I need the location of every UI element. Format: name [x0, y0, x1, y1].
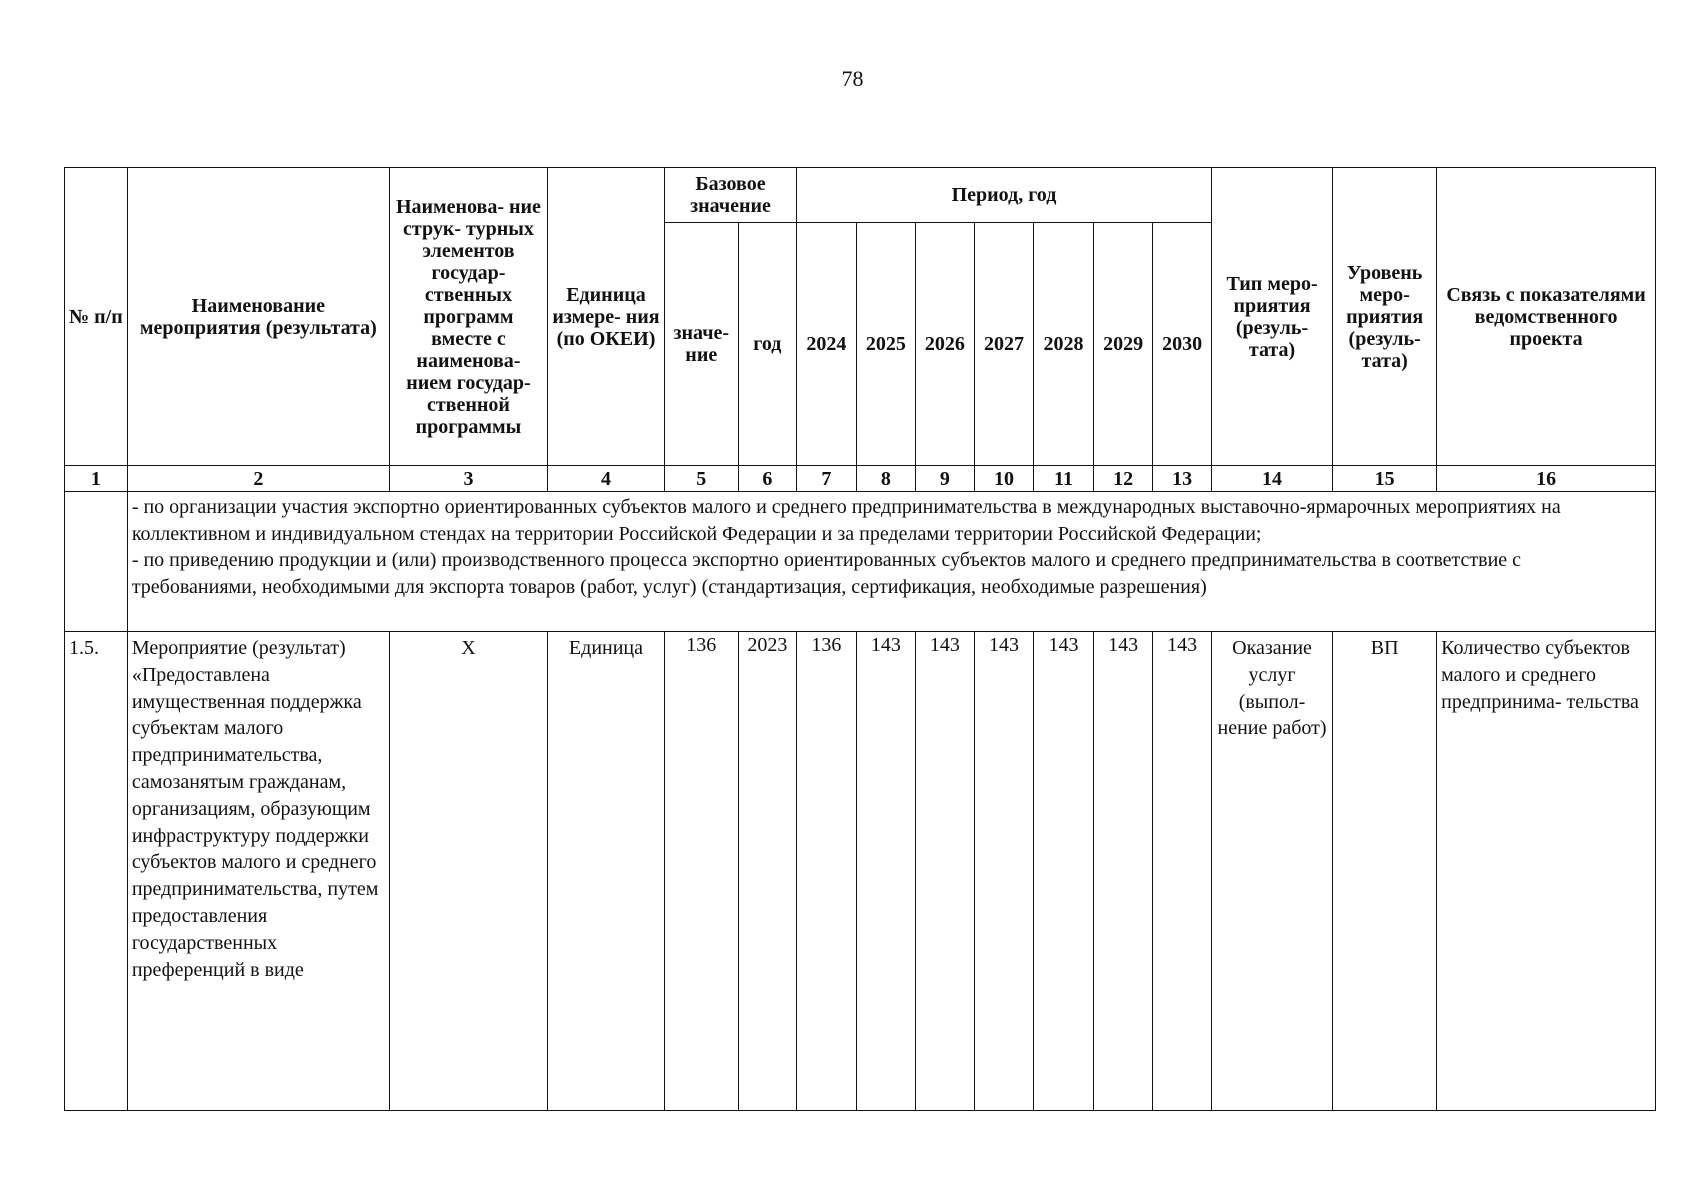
column-number: 9 [916, 466, 974, 492]
header-base-group: Базовое значение [664, 168, 796, 223]
column-number: 2 [127, 466, 389, 492]
column-number: 1 [65, 466, 128, 492]
row-year-2030: 143 [1153, 632, 1212, 1111]
column-number: 8 [856, 466, 916, 492]
column-number: 10 [974, 466, 1034, 492]
header-struct: Наименова- ние струк- турных элементов государ- ственных программ вместе с наименова- нием государ- ственной программы [389, 168, 547, 466]
header-num: № п/п [65, 168, 128, 466]
column-number: 4 [548, 466, 665, 492]
row-year-2026: 143 [916, 632, 974, 1111]
header-year-2027: 2027 [974, 223, 1034, 466]
row-num: 1.5. [65, 632, 128, 1111]
row-year-2029: 143 [1093, 632, 1153, 1111]
column-number: 3 [389, 466, 547, 492]
header-year-2025: 2025 [856, 223, 916, 466]
column-number: 6 [738, 466, 796, 492]
header-year-2030: 2030 [1153, 223, 1212, 466]
measures-table [64, 167, 1656, 1111]
header-base-year: год [738, 223, 796, 466]
column-number: 15 [1333, 466, 1437, 492]
row-struct: Х [389, 632, 547, 1111]
column-number: 14 [1211, 466, 1332, 492]
table-row [65, 632, 1656, 1111]
header-level: Уровень меро- приятия (резуль- тата) [1333, 168, 1437, 466]
row-level: ВП [1333, 632, 1437, 1111]
row-name: Мероприятие (результат) «Предоставлена имущественная поддержка субъектам малого предпринимательства, самозанятым гражданам, организациям, образующим инфраструктуру поддержки субъектов малого и среднего предпринимательства, путем предоставления государственных преференций в виде [127, 632, 389, 1111]
note-empty-cell [65, 492, 128, 632]
row-link: Количество субъектов малого и среднего предпринима- тельства [1437, 632, 1656, 1111]
header-year-2024: 2024 [797, 223, 857, 466]
column-number: 7 [797, 466, 857, 492]
header-period-group: Период, год [797, 168, 1212, 223]
row-type: Оказание услуг (выпол- нение работ) [1211, 632, 1332, 1111]
row-unit: Единица [548, 632, 665, 1111]
column-number: 16 [1437, 466, 1656, 492]
note-text: - по организации участия экспортно ориентированных субъектов малого и среднего предпринимательства в международных выставочно-ярмарочных мероприятиях на коллективном и индивидуальном стендах на территории Российской Федерации и за пределами территории Российской Федерации; - по приведению продукции и (или) производственного процесса экспортно ориентированных субъектов малого и среднего предпринимательства в соответствие с требованиями, необходимыми для экспорта товаров (работ, услуг) (стандартизация, сертификация, необходимые разрешения) [127, 492, 1655, 632]
column-number: 11 [1034, 466, 1094, 492]
header-type: Тип меро- приятия (резуль- тата) [1211, 168, 1332, 466]
header-year-2028: 2028 [1034, 223, 1094, 466]
row-base-value: 136 [664, 632, 738, 1111]
row-year-2024: 136 [797, 632, 857, 1111]
page-number: 78 [841, 66, 864, 91]
header-unit: Единица измере- ния (по ОКЕИ) [548, 168, 665, 466]
column-number: 12 [1093, 466, 1153, 492]
header-year-2026: 2026 [916, 223, 974, 466]
row-year-2028: 143 [1034, 632, 1094, 1111]
column-number: 13 [1153, 466, 1212, 492]
row-year-2025: 143 [856, 632, 916, 1111]
row-base-year: 2023 [738, 632, 796, 1111]
header-link: Связь с показателями ведомственного проекта [1437, 168, 1656, 466]
note-row [65, 492, 1656, 632]
column-number-row [65, 466, 1656, 492]
header-base-value: значе- ние [664, 223, 738, 466]
column-number: 5 [664, 466, 738, 492]
header-name: Наименование мероприятия (результата) [127, 168, 389, 466]
header-year-2029: 2029 [1093, 223, 1153, 466]
row-year-2027: 143 [974, 632, 1034, 1111]
